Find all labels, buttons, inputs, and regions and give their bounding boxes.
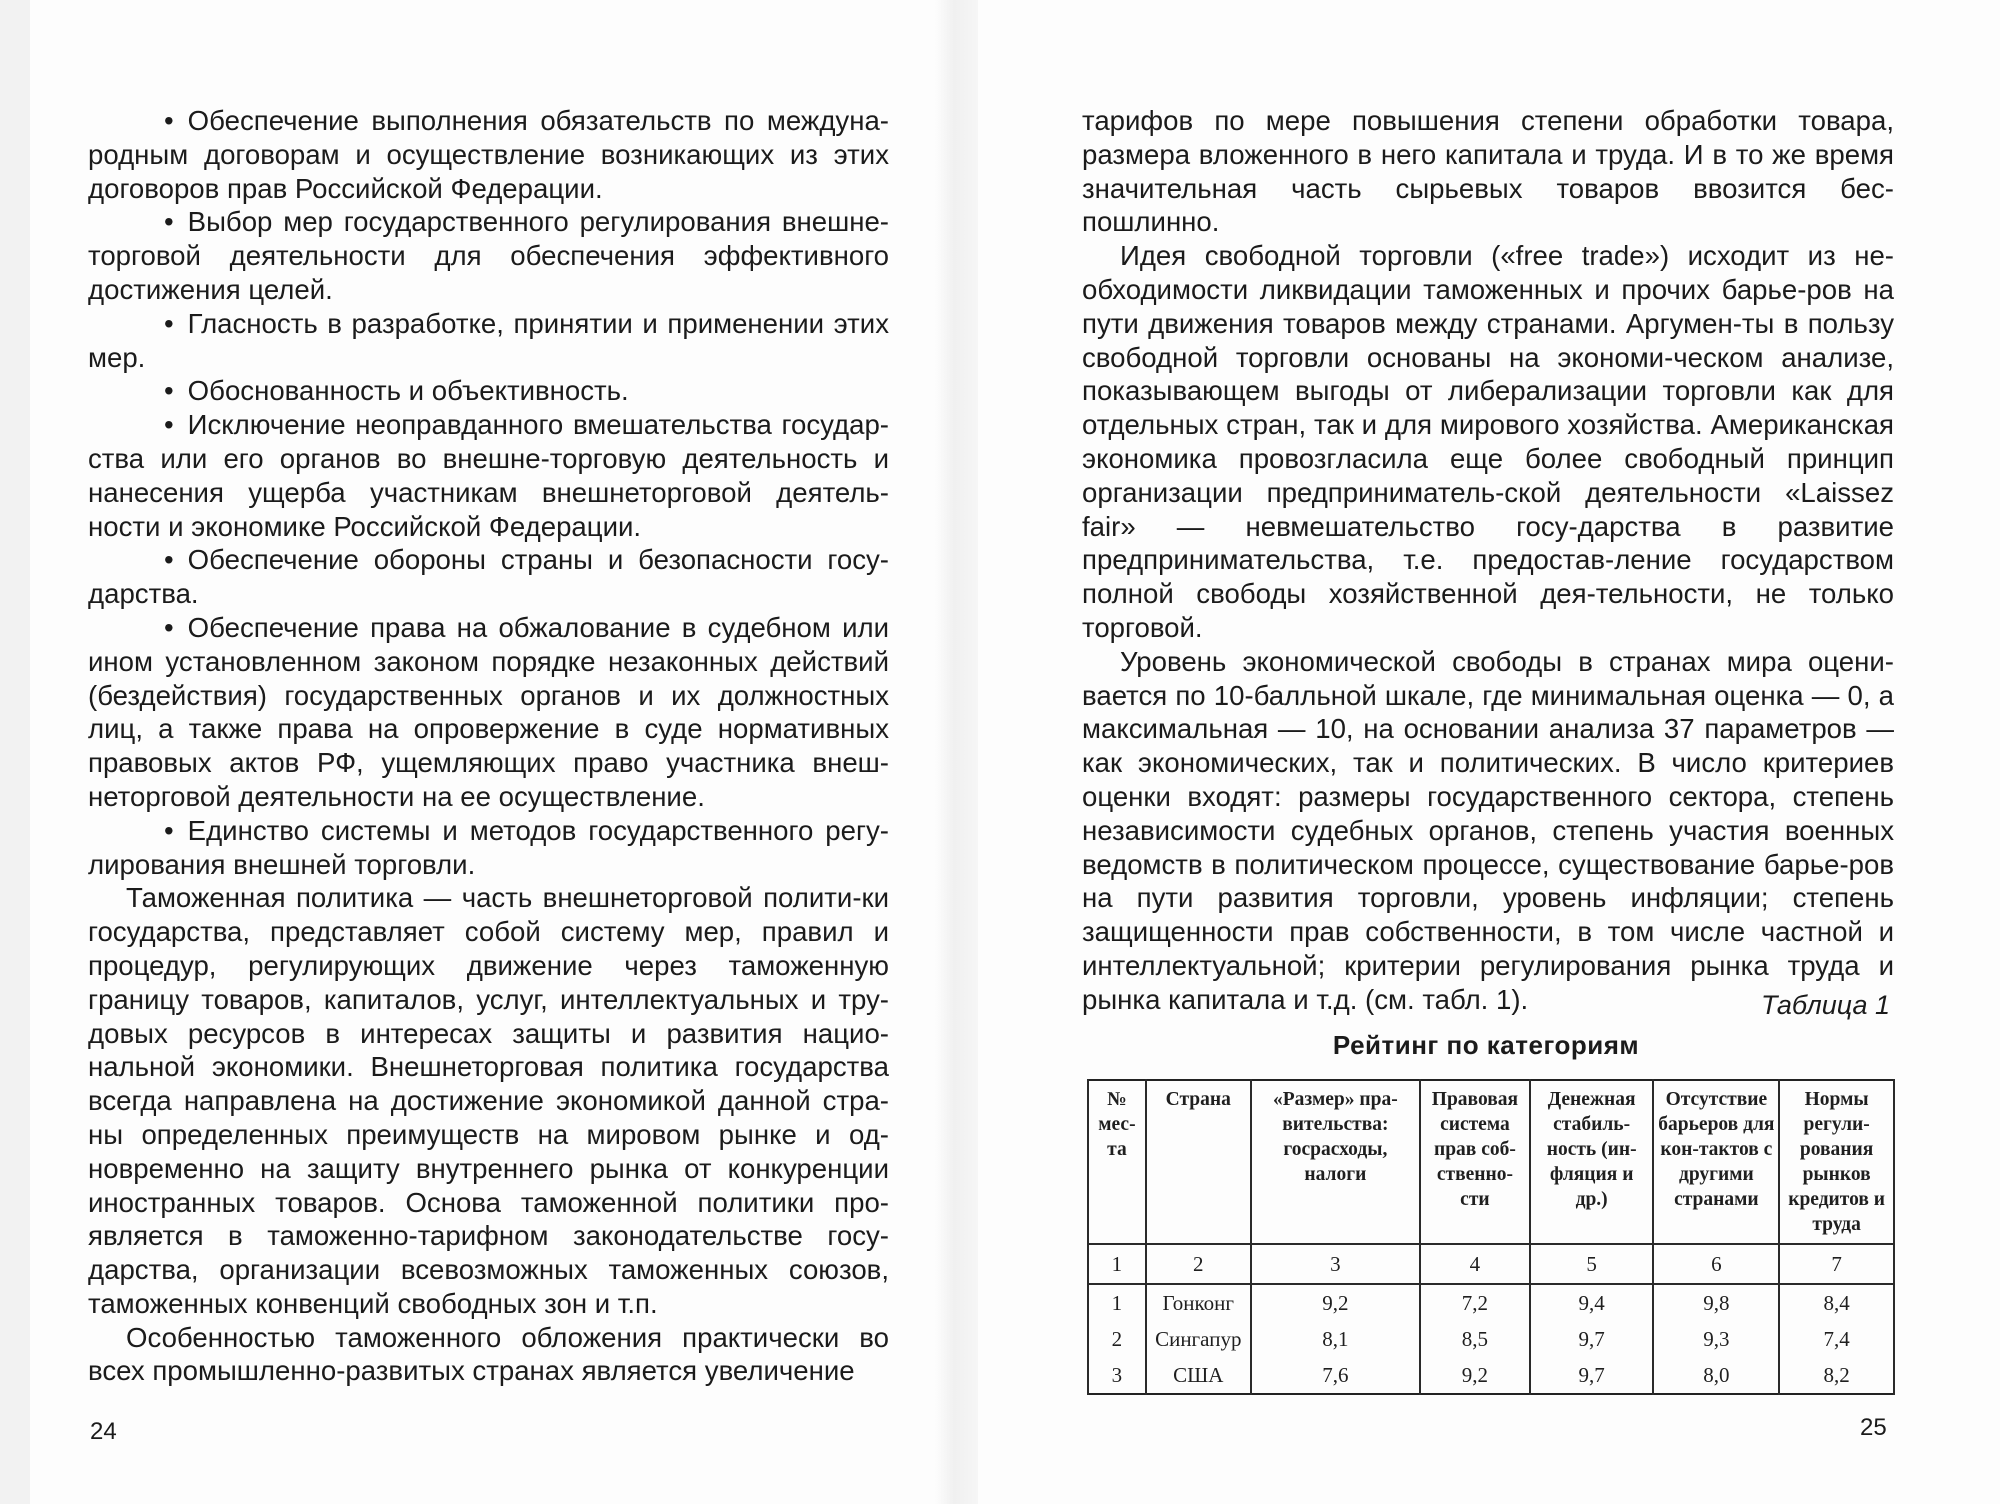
table-row [1088, 1321, 1894, 1357]
header-trade-barriers: Отсутствие барьеров для кон-тактов с другими странами [1653, 1080, 1779, 1244]
table-cell: 7,4 [1779, 1321, 1894, 1357]
column-number: 1 [1088, 1244, 1146, 1284]
table-cell: 8,1 [1251, 1321, 1420, 1357]
bullet-icon: • [164, 105, 174, 136]
bullet-icon: • [164, 375, 174, 407]
header-legal-system: Правовая система прав соб-ственно-сти [1420, 1080, 1530, 1244]
table-cell: 7,6 [1251, 1357, 1420, 1394]
table-cell: 2 [1088, 1321, 1146, 1357]
page-number-right: 25 [1860, 1414, 1887, 1441]
bullet-paragraph: • Обеспечение выполнения обязательств по междуна-родным договорам и осуществление возникающих из этих договоров прав Российской Федерации. [88, 105, 889, 204]
column-number: 7 [1779, 1244, 1894, 1284]
table-cell: 9,7 [1530, 1357, 1654, 1394]
bullet-icon: • [164, 611, 174, 643]
table-header-row [1088, 1080, 1894, 1244]
column-number-row [1088, 1244, 1894, 1284]
table-cell: 8,4 [1779, 1284, 1894, 1321]
table-cell: 8,0 [1653, 1357, 1779, 1394]
table-cell: 8,2 [1779, 1357, 1894, 1394]
table-cell: 7,2 [1420, 1284, 1530, 1321]
bullet-paragraph: • Обеспечение обороны страны и безопасности госу-дарства. [88, 544, 889, 610]
page-number-left: 24 [90, 1418, 117, 1445]
body-paragraph: тарифов по мере повышения степени обработки товара, размера вложенного в него капитала и труда. И в то же время значительная часть сырьевых товаров ввозится бес-пошлинно. [1082, 105, 1894, 238]
table-cell: 9,7 [1530, 1321, 1654, 1357]
table-cell: США [1146, 1357, 1251, 1394]
table-cell: Гонконг [1146, 1284, 1251, 1321]
left-page-text [88, 104, 889, 1388]
column-number: 2 [1146, 1244, 1251, 1284]
bullet-paragraph: • Обеспечение права на обжалование в судебном или ином установленном законом порядке незаконных действий (бездействия) государственных органов и их должностных лиц, а также права на опровержение в суде нормативных правовых актов РФ, ущемляющих право участника внеш-неторговой деятельности на ее осуществление. [88, 611, 889, 812]
table-cell: 1 [1088, 1284, 1146, 1321]
table-cell: 9,8 [1653, 1284, 1779, 1321]
table-title: Рейтинг по категориям [1332, 1030, 1640, 1060]
column-number: 4 [1420, 1244, 1530, 1284]
book-gutter [935, 0, 978, 1504]
bullet-paragraph: • Исключение неоправданного вмешательства государ-ства или его органов во внешне-торговую деятельность и нанесения ущерба участникам внешнеторговой деятель-ности и экономике Российской Федерации. [88, 409, 889, 542]
header-monetary-stability: Денежная стабиль-ность (ин-фляция и др.) [1530, 1080, 1654, 1244]
table-caption: Таблица 1 [1760, 990, 1890, 1020]
header-place: № мес-та [1088, 1080, 1146, 1244]
table-cell: 9,4 [1530, 1284, 1654, 1321]
table-cell: 9,2 [1251, 1284, 1420, 1321]
table-cell: 9,3 [1653, 1321, 1779, 1357]
table-cell: 9,2 [1420, 1357, 1530, 1394]
table-row [1088, 1357, 1894, 1394]
body-paragraph: Особенностью таможенного обложения практически во всех промышленно-развитых странах является увеличение [88, 1321, 889, 1387]
header-government-size: «Размер» пра-вительства: госрасходы, налоги [1251, 1080, 1420, 1244]
column-number: 6 [1653, 1244, 1779, 1284]
bullet-paragraph: • Гласность в разработке, принятии и применении этих мер. [88, 307, 889, 373]
body-paragraph: Уровень экономической свободы в странах мира оцени-вается по 10-балльной шкале, где минимальная оценка — 0, а максимальная — 10, на основании анализа 37 параметров — как экономических, так и политических. В число критериев оценки входят: размеры государственного сектора, степень независимости судебных органов, степень участия военных ведомств в политическом процессе, существование барье-ров на пути развития торговли, уровень инфляции; степень защищенности прав собственности, в том числе частной и интеллектуальной; критерии регулирования рынка труда и рынка капитала и т.д. (см. табл. 1). [1082, 645, 1894, 1015]
table-cell: 8,5 [1420, 1321, 1530, 1357]
bullet-paragraph: • Обоснованность и объективность. [88, 374, 889, 408]
rating-table [1087, 1079, 1895, 1395]
column-number: 5 [1530, 1244, 1654, 1284]
bullet-icon: • [164, 544, 174, 576]
bullet-paragraph: • Выбор мер государственного регулирования внешне-торговой деятельности для обеспечения эффективного достижения целей. [88, 206, 889, 305]
body-paragraph: Таможенная политика — часть внешнеторговой полити-ки государства, представляет собой систему мер, правил и процедур, регулирующих движение через таможенную границу товаров, капиталов, услуг, интеллектуальных и тру-довых ресурсов в интересах защиты и развития нацио-нальной экономики. Внешнеторговая политика государства всегда направлена на достижение экономикой данной стра-ны определенных преимуществ на мировом рынке и од-новременно на защиту внутреннего рынка от конкуренции иностранных товаров. Основа таможенной политики про-является в таможенно-тарифном законодательстве госу-дарства, организации всевозможных таможенных союзов, таможенных конвенций свободных зон и т.п. [88, 882, 889, 1319]
bullet-paragraph: • Единство системы и методов государственного регу-лирования внешней торговли. [88, 814, 889, 880]
table-cell: 3 [1088, 1357, 1146, 1394]
header-country: Страна [1146, 1080, 1251, 1244]
body-paragraph: Идея свободной торговли («free trade») исходит из не-обходимости ликвидации таможенных и прочих барье-ров на пути движения товаров между странами. Аргумен-ты в пользу свободной торговли основаны на экономи-ческом анализе, показывающем выгоды от либерализации торговли как для отдельных стран, так и для мирового хозяйства. Американская экономика провозгласила еще более свободный принцип организации предприниматель-ской деятельности «Laissez fair» — невмешательство госу-дарства в развитие предпринимательства, т.е. предостав-ление государством полной свободы хозяйственной дея-тельности, не только торговой. [1082, 240, 1894, 643]
bullet-icon: • [164, 409, 174, 441]
table-row [1088, 1284, 1894, 1321]
bullet-icon: • [164, 814, 174, 846]
header-market-regulation: Нормы регули-рования рынков кредитов и труда [1779, 1080, 1894, 1244]
table-cell: Сингапур [1146, 1321, 1251, 1357]
bullet-icon: • [164, 206, 174, 238]
bullet-icon: • [164, 307, 174, 339]
column-number: 3 [1251, 1244, 1420, 1284]
right-page-text [1082, 104, 1894, 1017]
